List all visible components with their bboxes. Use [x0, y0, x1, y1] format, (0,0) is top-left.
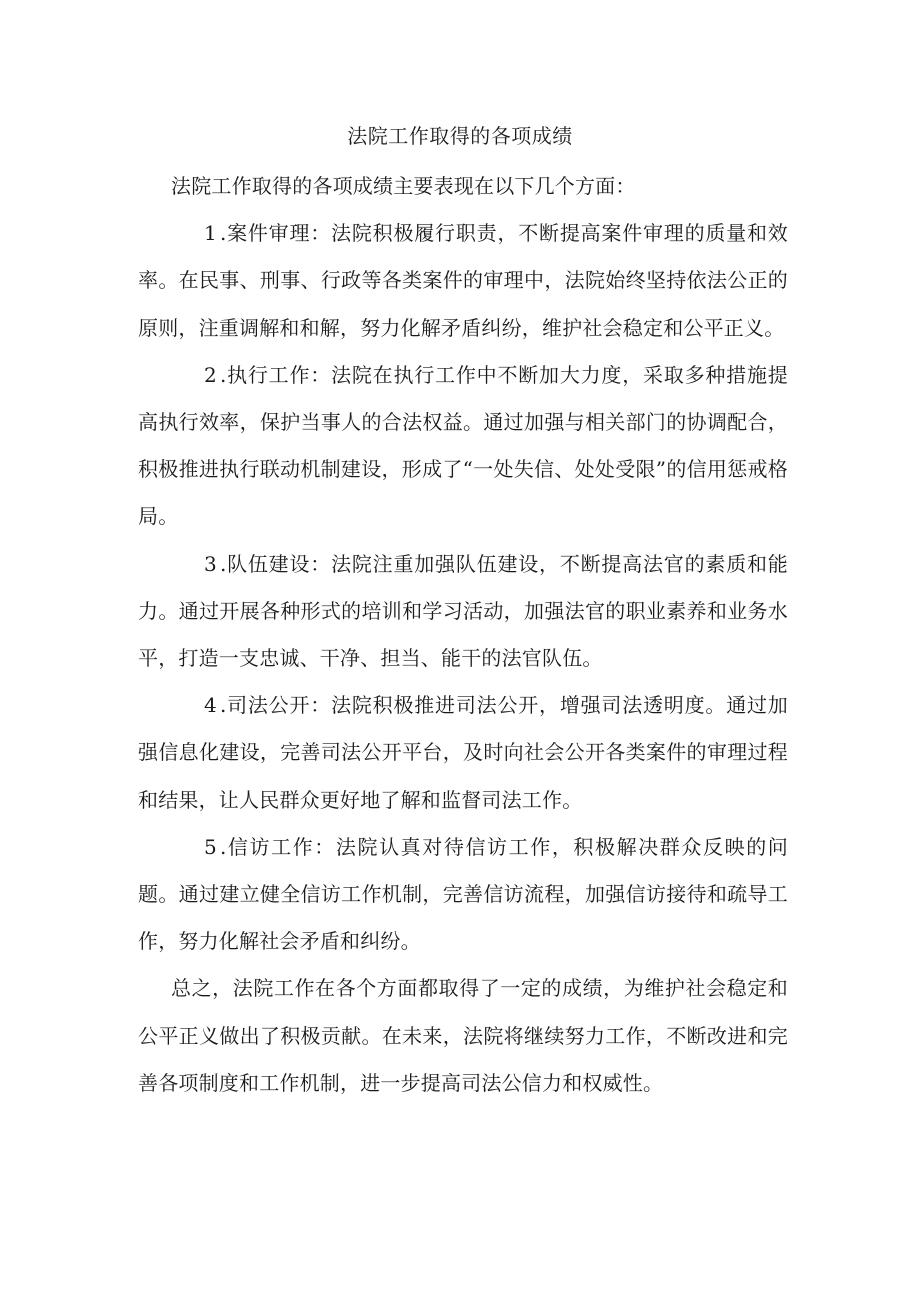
- item-paragraph-4: [138, 682, 788, 824]
- item-text: .信访工作：法院认真对待信访工作，积极解决群众反映的问题。通过建立健全信访工作机制，完善信访流程，加强信访接待和疏导工作，努力化解社会矛盾和纠纷。: [138, 834, 788, 954]
- document-body: [138, 163, 788, 1107]
- item-number: 1: [204, 221, 217, 246]
- item-number: 4: [204, 693, 217, 718]
- item-text: .执行工作：法院在执行工作中不断加大力度，采取多种措施提高执行效率，保护当事人的合法权益。通过加强与相关部门的协调配合，积极推进执行联动机制建设，形成了“一处失信、处处受限”的信用惩戒格局。: [138, 362, 788, 529]
- item-text: .队伍建设：法院注重加强队伍建设，不断提高法官的素质和能力。通过开展各种形式的培训和学习活动，加强法官的职业素养和业务水平，打造一支忠诚、干净、担当、能干的法官队伍。: [138, 551, 788, 671]
- conclusion-paragraph: 总之，法院工作在各个方面都取得了一定的成绩，为维护社会稳定和公平正义做出了积极贡献。在未来，法院将继续努力工作，不断改进和完善各项制度和工作机制，进一步提高司法公信力和权威性。: [138, 976, 788, 1095]
- item-paragraph-3: [138, 541, 788, 683]
- document-title: 法院工作取得的各项成绩: [347, 124, 573, 148]
- item-number: 2: [204, 362, 217, 387]
- item-number: 3: [204, 551, 217, 576]
- item-text: .案件审理：法院积极履行职责，不断提高案件审理的质量和效率。在民事、刑事、行政等各类案件的审理中，法院始终坚持依法公正的原则，注重调解和和解，努力化解矛盾纠纷，维护社会稳定和公平正义。: [138, 221, 788, 340]
- item-paragraph-2: [138, 352, 788, 541]
- item-paragraph-1: [138, 210, 788, 352]
- item-text: .司法公开：法院积极推进司法公开，增强司法透明度。通过加强信息化建设，完善司法公开平台，及时向社会公开各类案件的审理过程和结果，让人民群众更好地了解和监督司法工作。: [138, 693, 788, 812]
- item-paragraph-5: [138, 824, 788, 966]
- intro-paragraph: 法院工作取得的各项成绩主要表现在以下几个方面：: [171, 174, 636, 198]
- item-number: 5: [204, 834, 217, 859]
